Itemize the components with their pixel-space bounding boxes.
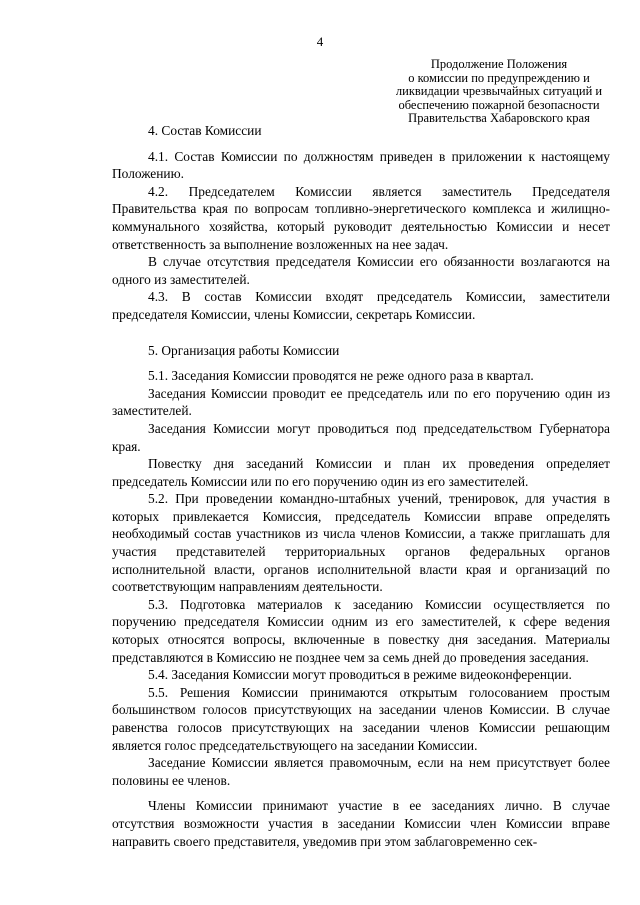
page-number: 4 bbox=[316, 34, 324, 49]
header-note-line: о комиссии по предупреждению и bbox=[408, 70, 590, 85]
header-note-line: Продолжение Положения bbox=[430, 57, 568, 71]
paragraph: Заседания Комиссии могут проводиться под председательством Губернатора края. bbox=[112, 420, 610, 454]
paragraph: 4.1. Состав Комиссии по должностям приведен в приложении к настоящему Положению. bbox=[112, 148, 610, 182]
paragraph: 4.3. В состав Комиссии входят председатель Комиссии, заместители председателя Комиссии, члены Комиссии, секретарь Комиссии. bbox=[112, 289, 610, 322]
paragraph: 4.2. Председателем Комиссии является заместитель Председателя Правительства края по вопросам топливно-энергетического комплекса и жилищно-коммунального хозяйства, который руководит деятельностью Комиссии и несет ответственность за выполнение возложенных на нее задач. bbox=[112, 183, 610, 252]
section-heading: 4. Состав Комиссии bbox=[148, 123, 262, 138]
header-note-line: обеспечению пожарной безопасности bbox=[398, 97, 600, 112]
paragraph: 5.2. При проведении командно-штабных учений, тренировок, для участия в которых привлекается Комиссия, председатель Комиссии вправе определять необходимый состав участников из числа членов Комиссии, а также приглашать для участия представителей территориальных органов федеральных органов исполнительной власти, органов исполнительной власти края и организаций по соответствующим направлениям деятельности. bbox=[112, 491, 610, 595]
paragraph: Повестку дня заседаний Комиссии и план их проведения определяет председатель Комиссии или по его поручению один из его заместителей. bbox=[112, 456, 610, 489]
header-note-line: ликвидации чрезвычайных ситуаций и bbox=[395, 84, 603, 98]
paragraph: Заседания Комиссии проводит ее председатель или по его поручению один из заместителей. bbox=[112, 385, 610, 419]
paragraph: 5.4. Заседания Комиссии могут проводиться в режиме видеоконференции. bbox=[148, 667, 572, 683]
document-body bbox=[112, 122, 610, 850]
section-heading: 5. Организация работы Комиссии bbox=[148, 342, 340, 358]
paragraph: Заседание Комиссии является правомочным, если на нем присутствует более половины ее членов. bbox=[112, 755, 610, 788]
paragraph: 5.1. Заседания Комиссии проводятся не реже одного раза в квартал. bbox=[148, 368, 534, 384]
paragraph: Члены Комиссии принимают участие в ее заседаниях лично. В случае отсутствия возможности участия в заседании Комиссии член Комиссии вправе направить своего представителя, уведомив при этом заблаговременно сек- bbox=[112, 798, 610, 849]
header-note-line: Правительства Хабаровского края bbox=[408, 111, 590, 125]
header-note bbox=[380, 58, 618, 126]
paragraph: 5.3. Подготовка материалов к заседанию Комиссии осуществляется по поручению председателя Комиссии одним из его заместителей, к сфере ведения которых относятся вопросы, включенные в повестку дня заседания. Материалы представляются в Комиссию не позднее чем за семь дней до проведения заседания. bbox=[112, 596, 610, 665]
paragraph: В случае отсутствия председателя Комиссии его обязанности возлагаются на одного из заместителей. bbox=[112, 254, 610, 287]
paragraph: 5.5. Решения Комиссии принимаются открытым голосованием простым большинством голосов присутствующих на заседании членов Комиссии. В случае равенства голосов присутствующих на заседании членов Комиссии решающим является голос председательствующего на заседании Комиссии. bbox=[112, 684, 610, 753]
